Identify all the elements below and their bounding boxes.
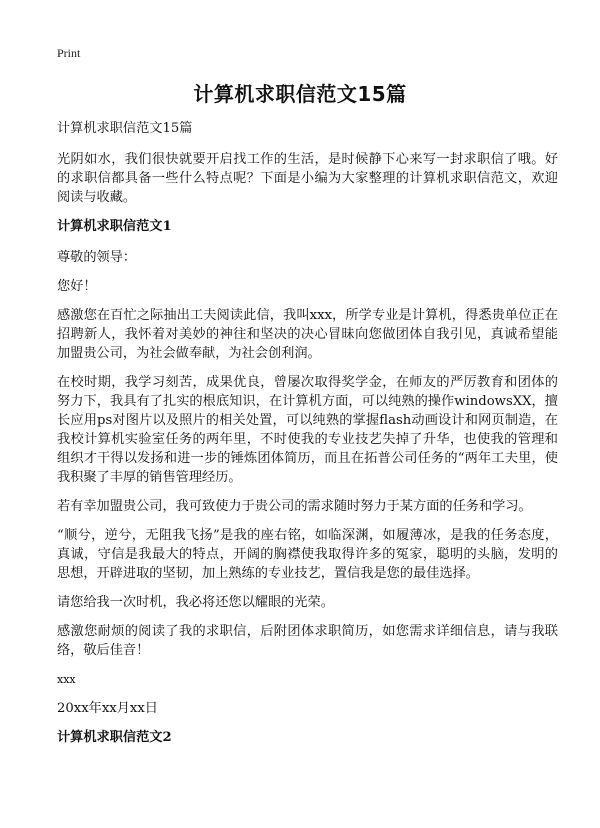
greeting: 尊敬的领导： [57,250,137,265]
salutation: 您好！ [57,279,97,294]
paragraph-2: 在校时期，我学习刻苦，成果优良，曾屡次取得奖学金，在师友的严厉教育和团体的努力下，我具有了扎实的根底知识，在计算机方面，可以纯熟的操作windowsXX，擅长应用ps对图片以及照片的相关处置，可以纯熟的掌握flash动画设计和网页制造，在我校计算机实验室任务的两年里，不时使我的专业技艺失掉了升华，也使我的管理和组织才干得以发扬和进一步的锤炼团体简历，而且在拓普公司任务的“两年工夫里，使我积聚了丰厚的销售管理经历。 [57,375,558,485]
paragraph-3: 若有幸加盟贵公司，我可致使力于贵公司的需求随时努力于某方面的任务和学习。 [57,499,532,514]
section-heading-2: 计算机求职信范文2 [57,730,172,745]
paragraph-6: 感激您耐烦的阅读了我的求职信，后附团体求职简历，如您需求详细信息，请与我联络，敬后佳音！ [57,624,558,658]
paragraph-4: “顺兮，逆兮，无阻我飞扬”是我的座右铭，如临深渊，如履薄冰，是我的任务态度，真诚，守信是我最大的特点，开阔的胸襟使我取得许多的冤家，聪明的头脑，发明的思想，开辟进取的坚韧，加上熟练的专业技艺，置信我是您的最佳选择。 [57,528,558,581]
date-line: 20xx年xx月xx日 [57,701,158,716]
intro-paragraph: 光阴如水，我们很快就要开启找工作的生活，是时候静下心来写一封求职信了哦。好的求职信都具备一些什么特点呢？下面是小编为大家整理的计算机求职信范文，欢迎阅读与收藏。 [57,152,558,205]
paragraph-1: 感激您在百忙之际抽出工夫阅读此信，我叫xxx，所学专业是计算机，得悉贵单位正在招聘新人，我怀着对美妙的神往和坚决的决心冒昧向您做团体自我引见，真诚希望能加盟贵公司，为社会做奉献，为社会创利润。 [57,308,558,361]
paragraph-5: 请您给我一次时机，我必将还您以耀眼的光荣。 [57,595,334,610]
document-body [57,119,558,759]
document-title: 计算机求职信范文15篇 [193,82,407,106]
document-subtitle: 计算机求职信范文15篇 [57,121,193,136]
section-heading-1: 计算机求职信范文1 [57,219,172,234]
signature: xxx [57,673,76,686]
print-label: Print [57,46,81,60]
